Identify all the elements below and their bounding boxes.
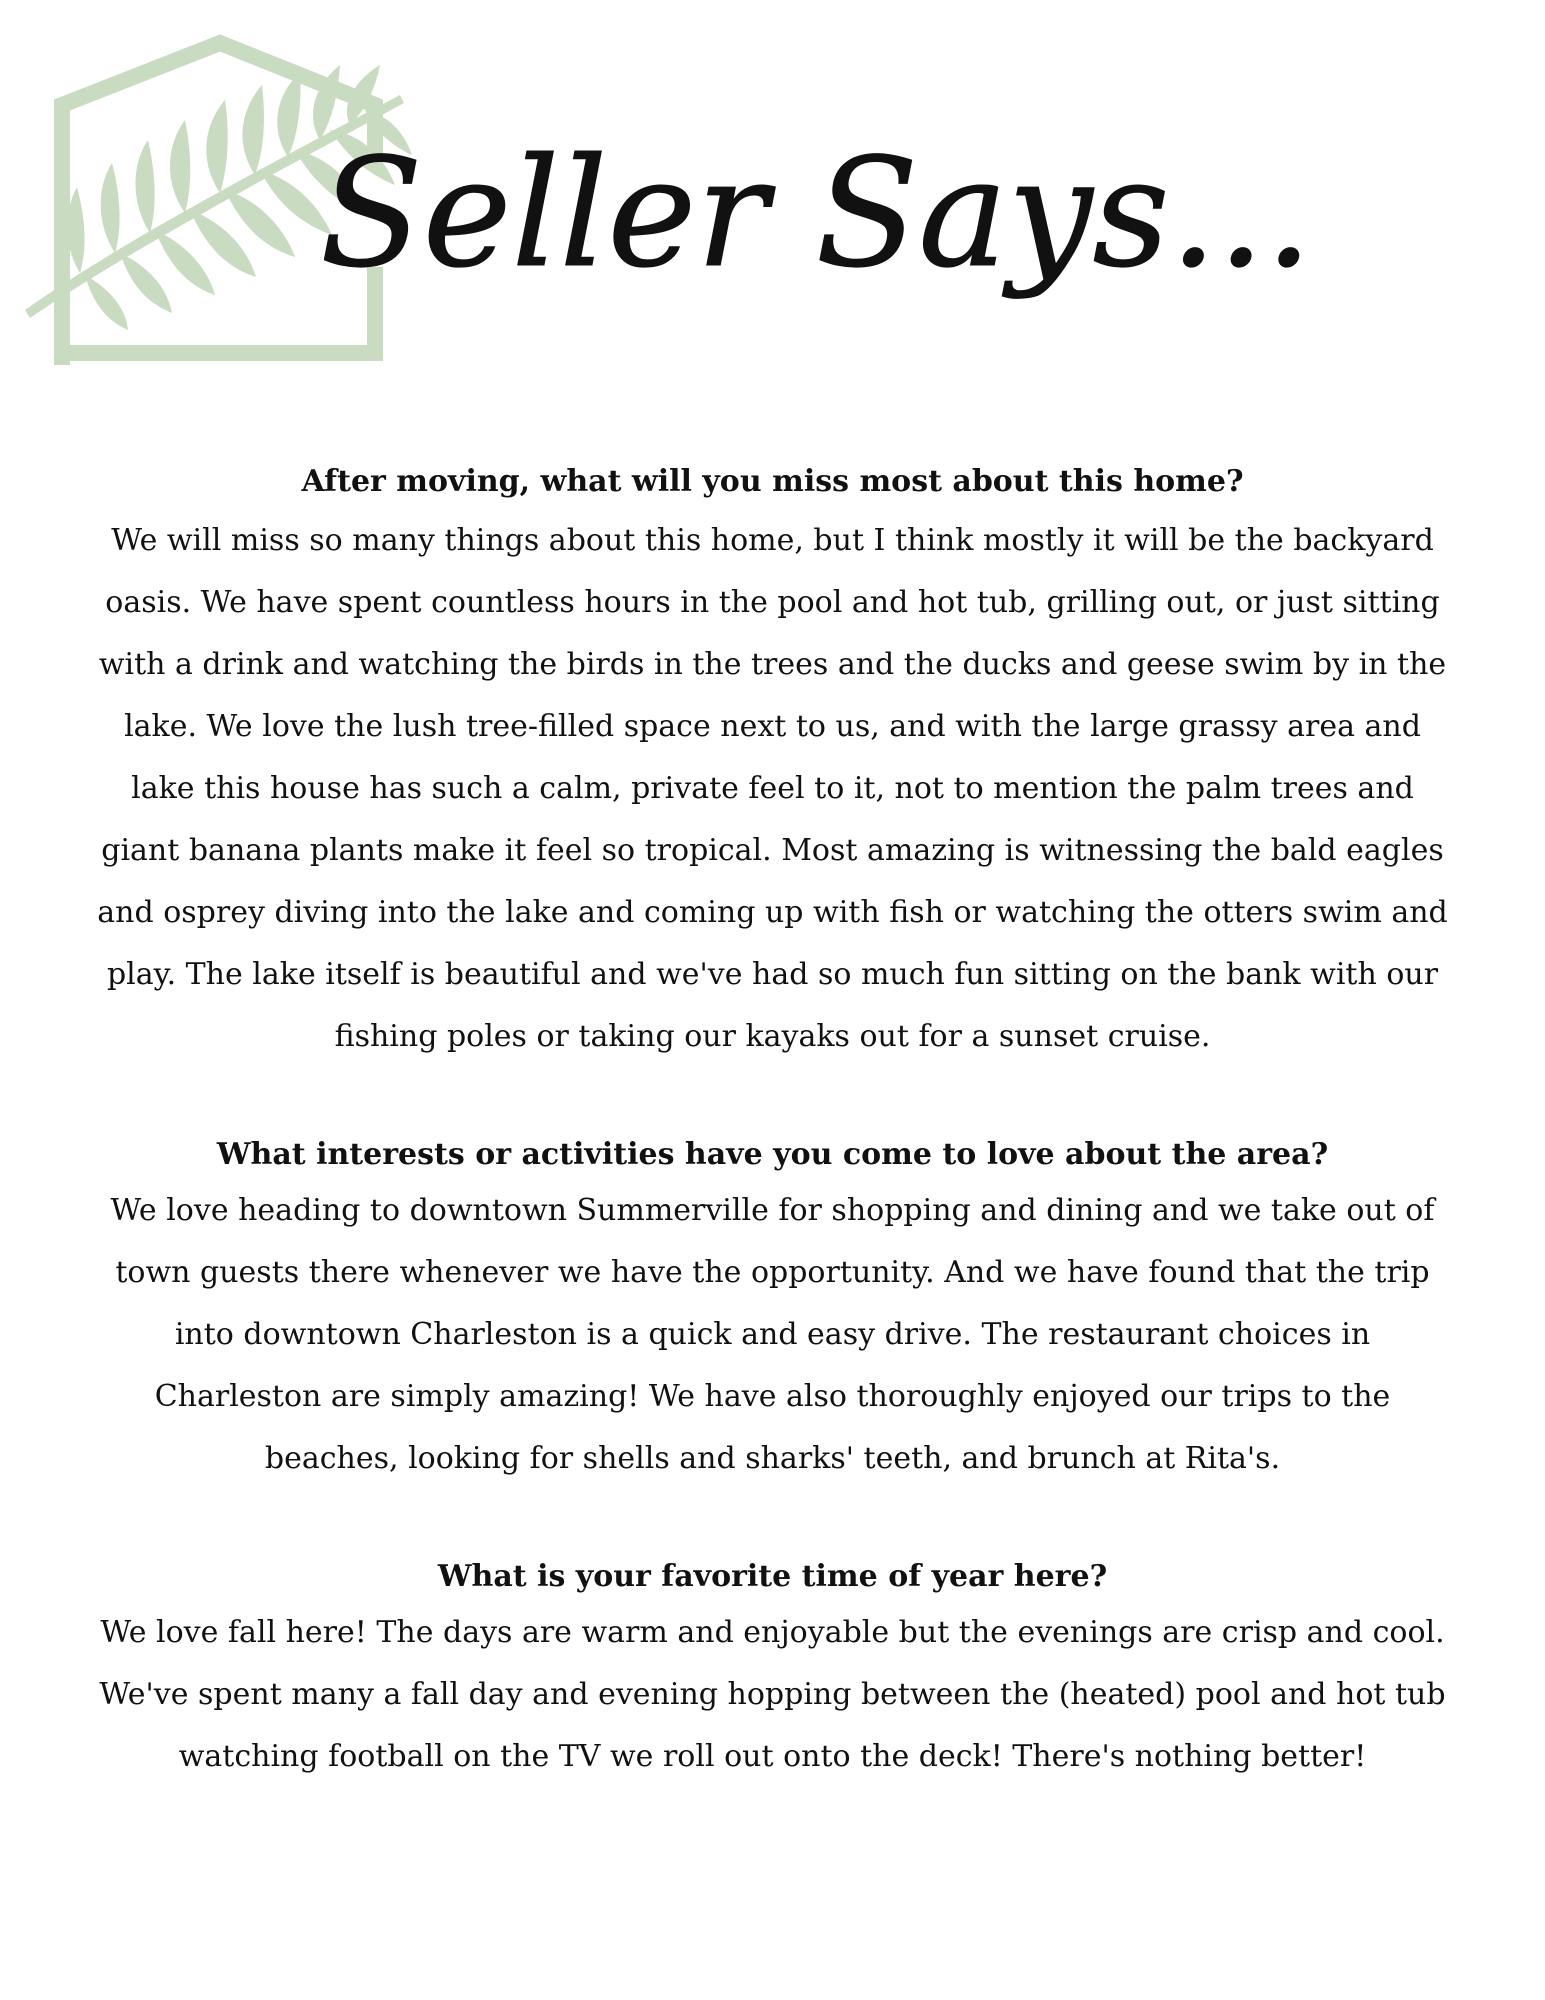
question-heading: After moving, what will you miss most about this home?: [301, 464, 1244, 499]
answer-paragraph: We will miss so many things about this home, but I think mostly it will be the backyard oasis. We have spent countless hours in the pool and hot tub, grilling out, or just sitting with a drink and watching the birds in the trees and the ducks and geese swim by in the lake. We love the lush tree-filled space next to us, and with the large grassy area and lake this house has such a calm, private feel to it, not to mention the palm trees and giant banana plants make it feel so tropical. Most amazing is witnessing the bald eagles and osprey diving into the lake and coming up with fish or watching the otters swim and play. The lake itself is beautiful and we've had so much fun sitting on the bank with our fishing poles or taking our kayaks out for a sunset cruise.: [97, 523, 1448, 1054]
question-heading: What is your favorite time of year here?: [437, 1559, 1108, 1594]
question-heading: What interests or activities have you come to love about the area?: [216, 1137, 1329, 1172]
answer-paragraph: We love fall here! The days are warm and enjoyable but the evenings are crisp and cool. We've spent many a fall day and evening hopping between the (heated) pool and hot tub watching football on the TV we roll out onto the deck! There's nothing better!: [99, 1615, 1446, 1774]
page-title-text: Seller Says...: [320, 127, 1313, 301]
qa-section: [95, 1552, 1450, 1788]
qa-section: [95, 1130, 1450, 1490]
qa-content: [95, 454, 1450, 1850]
qa-section: [95, 454, 1450, 1068]
page-title: [310, 95, 1313, 375]
answer-paragraph: We love heading to downtown Summerville for shopping and dining and we take out of town guests there whenever we have the opportunity. And we have found that the trip into downtown Charleston is a quick and easy drive. The restaurant choices in Charleston are simply amazing! We have also thoroughly enjoyed our trips to the beaches, looking for shells and sharks' teeth, and brunch at Rita's.: [110, 1193, 1435, 1476]
